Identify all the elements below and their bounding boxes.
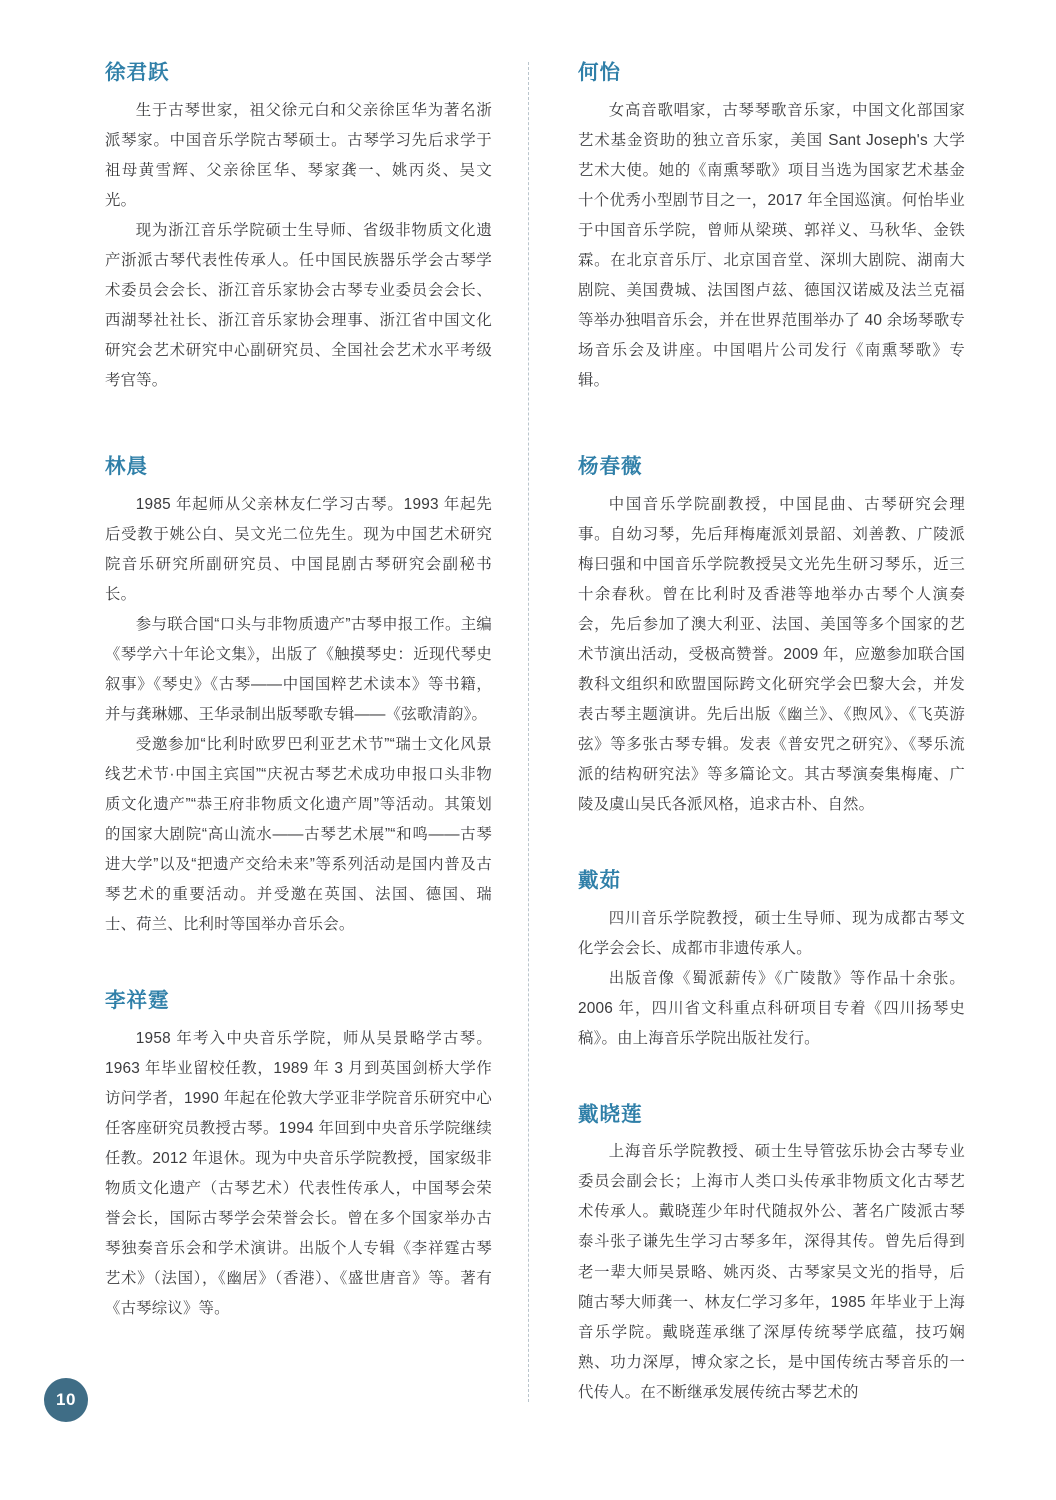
bio-entry (105, 60, 492, 396)
bio-name-heading: 徐君跃 (105, 61, 170, 84)
spacer (578, 1080, 965, 1102)
bio-paragraph: 生于古琴世家，祖父徐元白和父亲徐匡华为著名浙派琴家。中国音乐学院古琴硕士。古琴学习先后求学于祖母黄雪辉、父亲徐匡华、琴家龚一、姚丙炎、吴文光。 (105, 101, 492, 209)
spacer (105, 966, 492, 988)
bio-paragraph: 四川音乐学院教授，硕士生导师、现为成都古琴文化学会会长、成都市非遗传承人。 (578, 909, 965, 957)
spacer (105, 422, 492, 454)
bio-name-heading: 杨春薇 (578, 454, 643, 478)
bio-paragraph: 女高音歌唱家，古琴琴歌音乐家，中国文化部国家艺术基金资助的独立音乐家，美国 Sant Joseph's 大学艺术大使。她的《南熏琴歌》项目当选为国家艺术基金十个优秀小型剧节目之一，2017 年全国巡演。何怡毕业于中国音乐学院，曾师从梁瑛、郭祥义、马秋华、金铁霖。在北京音乐厅、北京国音堂、深圳大剧院、湖南大剧院、美国费城、法国图卢兹、德国汉诺威及法兰克福等举办独唱音乐会，并在世界范围举办了 40 余场琴歌专场音乐会及讲座。中国唱片公司发行《南熏琴歌》专辑。 (578, 101, 965, 389)
bio-paragraph: 受邀参加“比利时欧罗巴利亚艺术节”“瑞士文化风景线艺术节·中国主宾国”“庆祝古琴艺术成功申报口头非物质文化遗产”“恭王府非物质文化遗产周”等活动。其策划的国家大剧院“高山流水——古琴艺术展”“和鸣——古琴进大学”以及“把遗产交给未来”等系列活动是国内普及古琴艺术的重要活动。并受邀在英国、法国、德国、瑞士、荷兰、比利时等国举办音乐会。 (105, 735, 492, 934)
bio-entry (578, 1102, 965, 1408)
bio-entry (578, 454, 965, 820)
bio-paragraph: 现为浙江音乐学院硕士生导师、省级非物质文化遗产浙派古琴代表性传承人。任中国民族器乐学会古琴学术委员会会长、浙江音乐家协会古琴专业委员会会长、西湖琴社社长、浙江音乐家协会理事、浙江省中国文化研究会艺术研究中心副研究员、全国社会艺术水平考级考官等。 (105, 221, 492, 389)
bio-entry (105, 988, 492, 1324)
bio-entry (105, 454, 492, 940)
page-number-badge: 10 (44, 1378, 88, 1422)
spacer (578, 422, 965, 454)
bio-name-heading: 何怡 (578, 61, 621, 84)
bio-paragraph: 中国音乐学院副教授，中国昆曲、古琴研究会理事。自幼习琴，先后拜梅庵派刘景韶、刘善教、广陵派梅曰强和中国音乐学院教授吴文光先生研习琴乐，近三十余春秋。曾在比利时及香港等地举办古琴个人演奏会，先后参加了澳大利亚、法国、美国等多个国家的艺术节演出活动，受极高赞誉。2009 年，应邀参加联合国教科文组织和欧盟国际跨文化研究学会巴黎大会，并发表古琴主题演讲。先后出版《幽兰》、《煦风》、《飞英游弦》等多张古琴专辑。发表《普安咒之研究》、《琴乐流派的结构研究法》等多篇论文。其古琴演奏集梅庵、广陵及虞山吴氏各派风格，追求古朴、自然。 (578, 495, 965, 813)
bio-name-heading: 林晨 (105, 454, 148, 478)
bio-paragraph: 1985 年起师从父亲林友仁学习古琴。1993 年起先后受教于姚公白、吴文光二位先生。现为中国艺术研究院音乐研究所副研究员、中国昆剧古琴研究会副秘书长。 (105, 495, 492, 603)
bio-entry (578, 868, 965, 1054)
left-column (105, 60, 512, 1405)
bio-name-heading: 李祥霆 (105, 989, 170, 1013)
bio-paragraph: 上海音乐学院教授、硕士生导管弦乐协会古琴专业委员会副会长；上海市人类口头传承非物质文化古琴艺术传承人。戴晓莲少年时代随叔外公、著名广陵派古琴泰斗张子谦先生学习古琴多年，深得其传。曾先后得到老一辈大师吴景略、姚丙炎、古琴家吴文光的指导，后随古琴大师龚一、林友仁学习多年，1985 年毕业于上海音乐学院。戴晓莲承继了深厚传统琴学底蕴，技巧娴熟、功力深厚，博众家之长，是中国传统古琴音乐的一代传人。在不断继承发展传统古琴艺术的 (578, 1143, 965, 1401)
bio-name-heading: 戴茹 (578, 868, 621, 892)
right-column (512, 60, 965, 1405)
bio-paragraph: 出版音像《蜀派薪传》《广陵散》等作品十余张。2006 年，四川省文科重点科研项目专着《四川扬琴史稿》。由上海音乐学院出版社发行。 (578, 969, 965, 1047)
page-columns (105, 60, 965, 1405)
spacer (578, 846, 965, 868)
bio-name-heading: 戴晓莲 (578, 1102, 643, 1126)
bio-paragraph: 1958 年考入中央音乐学院，师从吴景略学古琴。1963 年毕业留校任教，1989 年 3 月到英国剑桥大学作访问学者，1990 年起在伦敦大学亚非学院音乐研究中心任客座研究员教授古琴。1994 年回到中央音乐学院继续任教。2012 年退休。现为中央音乐学院教授，国家级非物质文化遗产（古琴艺术）代表性传承人，中国琴会荣誉会长，国际古琴学会荣誉会长。曾在多个国家举办古琴独奏音乐会和学术演讲。出版个人专辑《李祥霆古琴艺术》（法国），《幽居》（香港）、《盛世唐音》等。著有《古琴综议》等。 (105, 1029, 492, 1317)
bio-paragraph: 参与联合国“口头与非物质遗产”古琴申报工作。主编《琴学六十年论文集》，出版了《触摸琴史：近现代琴史叙事》《琴史》《古琴——中国国粹艺术读本》等书籍，并与龚琳娜、王华录制出版琴歌专辑——《弦歌清韵》。 (105, 615, 492, 723)
bio-entry (578, 60, 965, 396)
